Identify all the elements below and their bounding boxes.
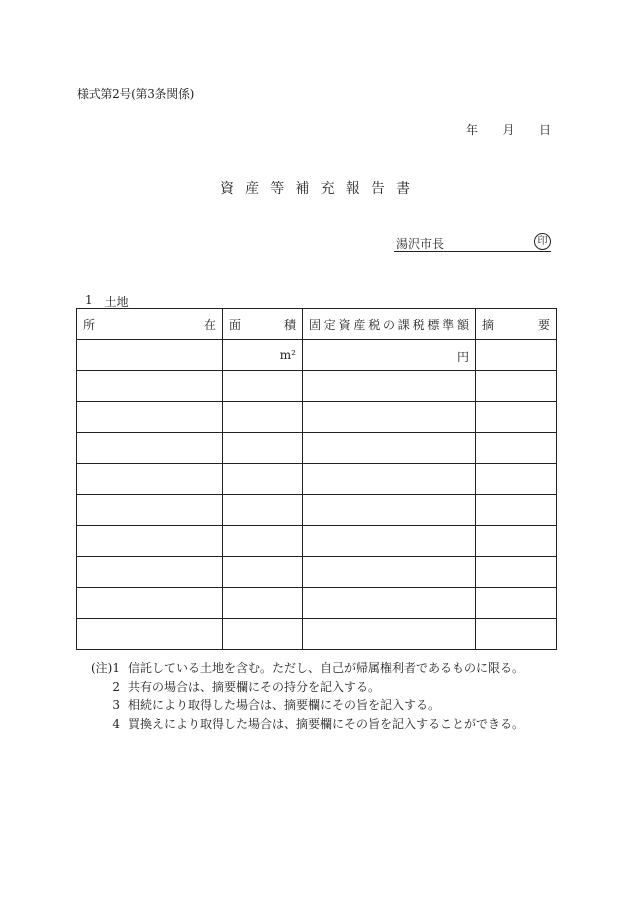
- day-label: 日: [538, 123, 551, 137]
- location-cell[interactable]: [77, 371, 223, 402]
- remarks-cell[interactable]: [476, 526, 557, 557]
- remarks-cell[interactable]: [476, 371, 557, 402]
- area-cell[interactable]: [223, 433, 303, 464]
- table-row: [77, 433, 557, 464]
- note-item: [80, 678, 524, 697]
- title-char: 資: [220, 181, 234, 197]
- area-cell[interactable]: [223, 464, 303, 495]
- title-char: 補: [295, 181, 310, 197]
- value-cell[interactable]: [303, 588, 476, 619]
- remarks-cell[interactable]: [476, 340, 557, 371]
- note-text: 相続により取得した場合は、摘要欄にその旨を記入する。: [128, 698, 441, 712]
- remarks-cell[interactable]: [476, 402, 557, 433]
- value-cell[interactable]: [303, 402, 476, 433]
- area-cell[interactable]: [223, 588, 303, 619]
- note-number: (注)1: [91, 661, 120, 675]
- title-char: 書: [395, 181, 410, 197]
- location-cell[interactable]: [77, 619, 223, 650]
- title-char: 告: [370, 181, 385, 197]
- note-number: 2: [112, 679, 120, 694]
- location-cell[interactable]: [77, 340, 223, 371]
- header-area: 面 積: [223, 309, 303, 340]
- value-cell[interactable]: [303, 557, 476, 588]
- table-row: [77, 340, 557, 371]
- area-cell[interactable]: [223, 619, 303, 650]
- header-assessed-value: 固 定 資 産 税 の 課 税 標 準 額: [303, 309, 476, 340]
- area-cell[interactable]: [223, 340, 303, 371]
- note-item: [80, 696, 524, 715]
- section-label: 土地: [104, 295, 129, 309]
- document-title: [220, 178, 410, 198]
- table-header-row: [77, 309, 557, 340]
- value-cell[interactable]: [303, 495, 476, 526]
- value-cell[interactable]: [303, 433, 476, 464]
- location-cell[interactable]: [77, 557, 223, 588]
- header-location: 所 在: [77, 309, 223, 340]
- note-item: [80, 659, 524, 678]
- area-unit: m²: [279, 348, 296, 362]
- land-table: [76, 308, 557, 650]
- value-cell[interactable]: [303, 464, 476, 495]
- note-number: 3: [112, 698, 120, 712]
- area-cell[interactable]: [223, 371, 303, 402]
- value-cell[interactable]: [303, 371, 476, 402]
- addressee-line: [394, 233, 551, 252]
- remarks-cell[interactable]: [476, 495, 557, 526]
- note-item: [80, 715, 524, 734]
- location-cell[interactable]: [77, 464, 223, 495]
- value-cell[interactable]: [303, 340, 476, 371]
- location-cell[interactable]: [77, 402, 223, 433]
- note-text: 共有の場合は、摘要欄にその持分を記入する。: [128, 679, 381, 694]
- location-cell[interactable]: [77, 495, 223, 526]
- value-cell[interactable]: [303, 619, 476, 650]
- title-char: 報: [345, 181, 360, 197]
- note-text: 買換えにより取得した場合は、摘要欄にその旨を記入することができる。: [128, 716, 525, 731]
- table-row: [77, 402, 557, 433]
- remarks-cell[interactable]: [476, 557, 557, 588]
- header-remarks: 摘 要: [476, 309, 557, 340]
- location-cell[interactable]: [77, 526, 223, 557]
- value-unit: 円: [456, 350, 469, 364]
- area-cell[interactable]: [223, 557, 303, 588]
- seal-icon: 印: [534, 233, 551, 250]
- table-row: [77, 588, 557, 619]
- value-cell[interactable]: [303, 526, 476, 557]
- location-cell[interactable]: [77, 433, 223, 464]
- year-label: 年: [466, 123, 479, 137]
- table-row: [77, 495, 557, 526]
- table-row: [77, 371, 557, 402]
- table-row: [77, 526, 557, 557]
- table-row: [77, 619, 557, 650]
- month-label: 月: [502, 123, 515, 137]
- area-cell[interactable]: [223, 495, 303, 526]
- remarks-cell[interactable]: [476, 433, 557, 464]
- area-cell[interactable]: [223, 402, 303, 433]
- form-number: 様式第2号(第3条関係): [77, 87, 195, 101]
- addressee-name: 湯沢市長: [396, 237, 445, 251]
- remarks-cell[interactable]: [476, 464, 557, 495]
- note-text: 信託している土地を含む。ただし、自己が帰属権利者であるものに限る。: [128, 661, 525, 675]
- location-cell[interactable]: [77, 588, 223, 619]
- title-char: 等: [270, 181, 285, 197]
- notes-section: [80, 659, 524, 733]
- section-number: 1: [85, 293, 93, 307]
- title-char: 産: [245, 181, 260, 197]
- remarks-cell[interactable]: [476, 619, 557, 650]
- remarks-cell[interactable]: [476, 588, 557, 619]
- title-char: 充: [320, 181, 335, 197]
- table-row: [77, 557, 557, 588]
- date-line: [466, 121, 551, 138]
- table-row: [77, 464, 557, 495]
- area-cell[interactable]: [223, 526, 303, 557]
- note-number: 4: [112, 716, 120, 731]
